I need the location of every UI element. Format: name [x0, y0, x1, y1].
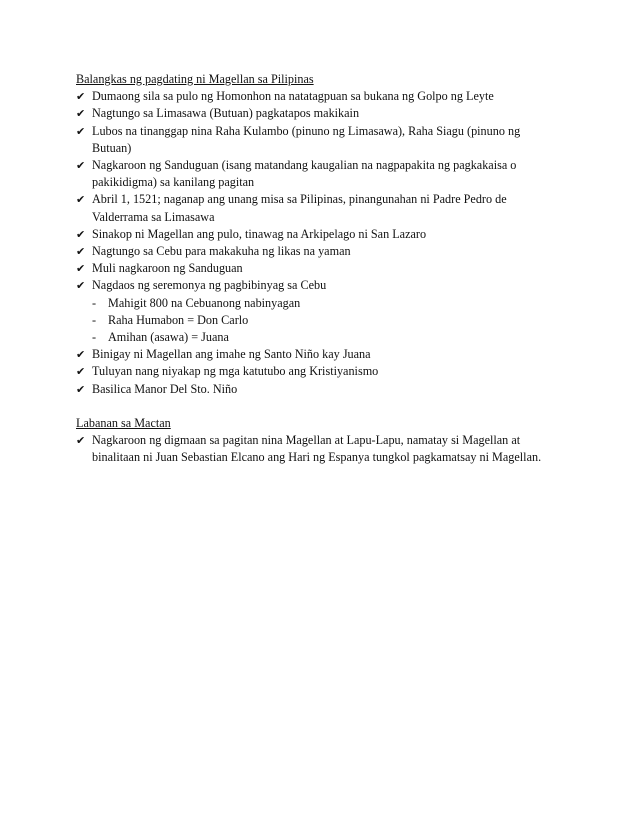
list-item: [76, 123, 556, 157]
sub-item-text: Raha Humabon = Don Carlo: [108, 312, 249, 327]
checkmark-icon: ✔: [76, 193, 86, 207]
dash-bullet: -: [92, 312, 97, 327]
binyag-sub-list: [76, 295, 556, 347]
checkmark-icon: ✔: [76, 159, 86, 173]
list-item: [76, 363, 556, 380]
checkmark-icon: ✔: [76, 434, 86, 448]
item-text: Nagdaos ng seremonya ng pagbibinyag sa Cebu: [92, 278, 327, 293]
checkmark-icon: ✔: [76, 227, 86, 241]
list-item: [76, 277, 556, 294]
list-item: [76, 346, 556, 363]
list-item: [76, 105, 556, 122]
item-text: Muli nagkaroon ng Sanduguan: [92, 261, 243, 276]
dash-bullet: -: [92, 330, 97, 345]
item-text: Sinakop ni Magellan ang pulo, tinawag na Arkipelago ni San Lazaro: [92, 226, 427, 241]
dash-bullet: -: [92, 295, 97, 310]
section-title-pagdating: Balangkas ng pagdating ni Magellan sa Pilipinas: [76, 72, 314, 86]
sub-list-item: [76, 329, 556, 346]
checkmark-icon: ✔: [76, 279, 86, 293]
list-item: [76, 226, 556, 243]
item-text: Basilica Manor Del Sto. Niño: [92, 381, 238, 396]
checkmark-icon: ✔: [76, 124, 86, 138]
sub-item-text: Mahigit 800 na Cebuanong nabinyagan: [108, 295, 301, 310]
pagdating-list: [76, 88, 556, 294]
checkmark-icon: ✔: [76, 262, 86, 276]
sub-item-text: Amihan (asawa) = Juana: [108, 330, 229, 345]
checkmark-icon: ✔: [76, 382, 86, 396]
item-text: Tuluyan nang niyakap ng mga katutubo ang Kristiyanismo: [92, 364, 379, 379]
list-item: [76, 88, 556, 105]
item-text: Lubos na tinanggap nina Raha Kulambo (pinuno ng Limasawa), Raha Siagu (pinuno ng Butuan): [92, 123, 521, 155]
list-item: [76, 243, 556, 260]
mactan-list: [76, 432, 556, 466]
item-text: Abril 1, 1521; naganap ang unang misa sa Pilipinas, pinangunahan ni Padre Pedro de Valderrama sa Limasawa: [92, 192, 507, 224]
item-text: Nagkaroon ng Sanduguan (isang matandang kaugalian na nagpapakita ng pagkakaisa o pakikidigma) sa kanilang pagitan: [92, 158, 517, 190]
list-item: [76, 191, 556, 225]
checkmark-icon: ✔: [76, 365, 86, 379]
section-title-mactan: Labanan sa Mactan: [76, 416, 171, 431]
item-text: Nagtungo sa Limasawa (Butuan) pagkatapos makikain: [92, 106, 360, 121]
section-spacer: [76, 398, 556, 415]
list-item: [76, 381, 556, 398]
item-text: Dumaong sila sa pulo ng Homonhon na natatagpuan sa bukana ng Golpo ng Leyte: [92, 89, 494, 104]
sub-list-item: [76, 295, 556, 312]
item-text: Nagtungo sa Cebu para makakuha ng likas na yaman: [92, 244, 351, 259]
checkmark-icon: ✔: [76, 90, 86, 104]
sub-list-item: [76, 312, 556, 329]
document-body: [76, 71, 556, 467]
list-item: [76, 432, 556, 466]
pagdating-list-continued: [76, 346, 556, 398]
checkmark-icon: ✔: [76, 245, 86, 259]
list-item: [76, 260, 556, 277]
checkmark-icon: ✔: [76, 107, 86, 121]
list-item: [76, 157, 556, 191]
checkmark-icon: ✔: [76, 348, 86, 362]
item-text: Binigay ni Magellan ang imahe ng Santo Niño kay Juana: [92, 347, 371, 362]
item-text: Nagkaroon ng digmaan sa pagitan nina Magellan at Lapu-Lapu, namatay si Magellan at binalitaan ni Juan Sebastian Elcano ang Hari ng Espanya tungkol pagkamatsay ni Magellan.: [92, 433, 542, 465]
